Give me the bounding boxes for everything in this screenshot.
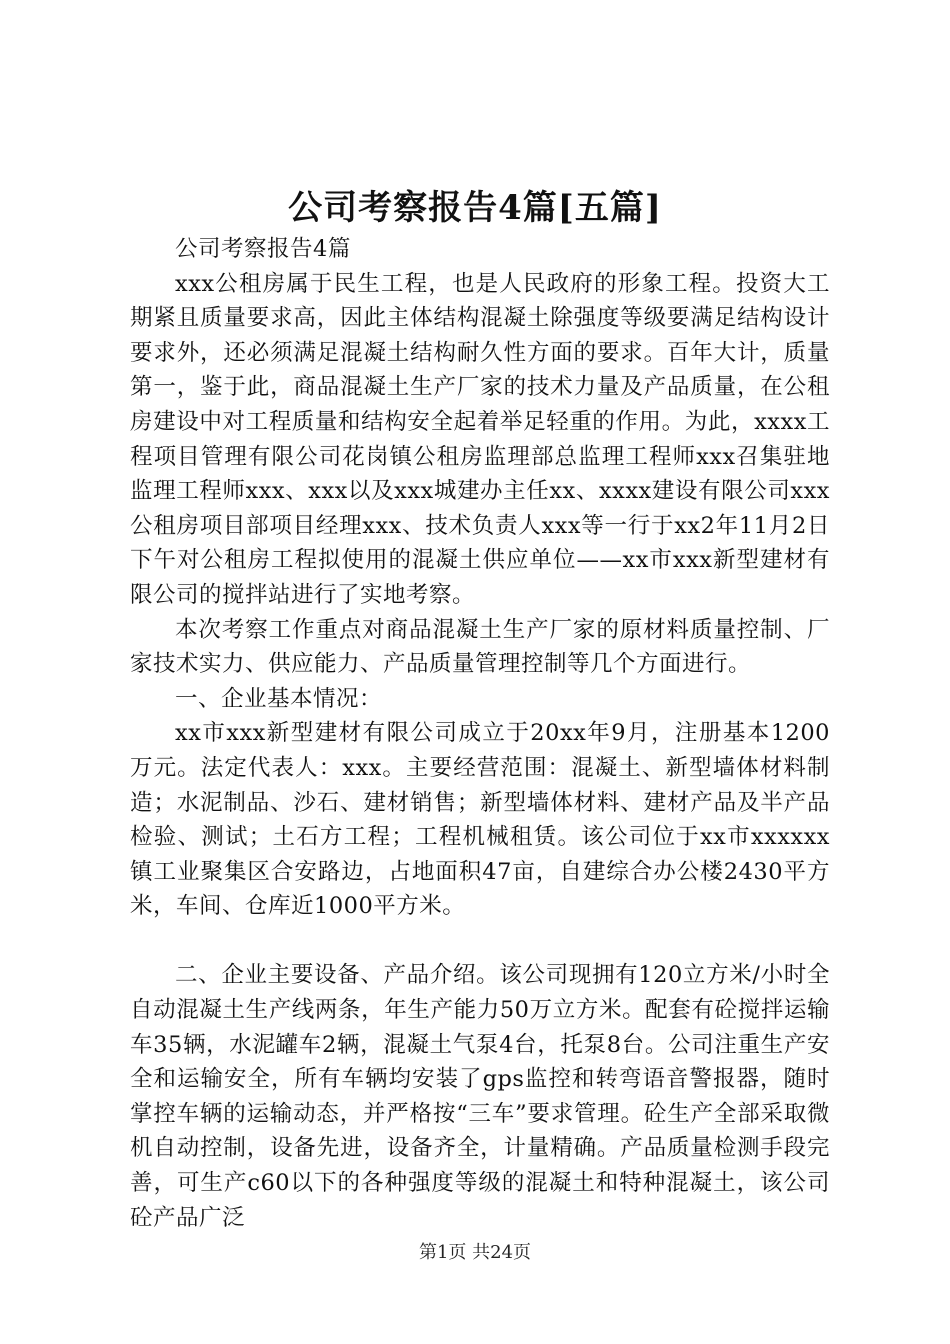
paragraph-subtitle: 公司考察报告4篇: [175, 236, 351, 262]
paragraph-company-info: xx市xxx新型建材有限公司成立于20xx年9月，注册基本1200万元。法定代表人：xxx。主要经营范围：混凝土、新型墙体材料制造；水泥制品、沙石、建材销售；新型墙体材料、建材产品及半产品检验、测试；土石方工程；工程机械租赁。该公司位于xx市xxxxxx镇工业聚集区合安路边，占地面积47亩，自建综合办公楼2430平方米，车间、仓库近1000平方米。: [130, 720, 830, 920]
document-title: 公司考察报告4篇[五篇]: [288, 188, 662, 228]
document-body: [130, 232, 830, 1235]
section-heading-basic-info: 一、企业基本情况：: [175, 685, 383, 712]
paragraph-intro: xxx公租房属于民生工程，也是人民政府的形象工程。投资大工期紧且质量要求高，因此主体结构混凝土除强度等级要满足结构设计要求外，还必须满足混凝土结构耐久性方面的要求。百年大计，质量第一，鉴于此，商品混凝土生产厂家的技术力量及产品质量，在公租房建设中对工程质量和结构安全起着举足轻重的作用。为此，xxxx工程项目管理有限公司花岗镇公租房监理部总监理工程师xxx召集驻地监理工程师xxx、xxx以及xxx城建办主任xx、xxxx建设有限公司xxx公租房项目部项目经理xxx、技术负责人xxx等一行于xx2年11月2日下午对公租房工程拟使用的混凝土供应单位——xx市xxx新型建材有限公司的搅拌站进行了实地考察。: [130, 270, 830, 608]
paragraph-equipment: 二、企业主要设备、产品介绍。该公司现拥有120立方米/小时全自动混凝土生产线两条，年生产能力50万立方米。配套有砼搅拌运输车35辆，水泥罐车2辆，混凝土气泵4台，托泵8台。公司注重生产安全和运输安全，所有车辆均安装了gps监控和转弯语音警报器，随时掌控车辆的运输动态，并严格按“三车”要求管理。砼生产全部采取微机自动控制，设备先进，设备齐全，计量精确。产品质量检测手段完善，可生产c60以下的各种强度等级的混凝土和特种混凝土，该公司砼产品广泛: [130, 962, 830, 1231]
paragraph-focus: 本次考察工作重点对商品混凝土生产厂家的原材料质量控制、厂家技术实力、供应能力、产品质量管理控制等几个方面进行。: [130, 616, 830, 678]
page-indicator: 第1页 共24页: [418, 1242, 532, 1263]
